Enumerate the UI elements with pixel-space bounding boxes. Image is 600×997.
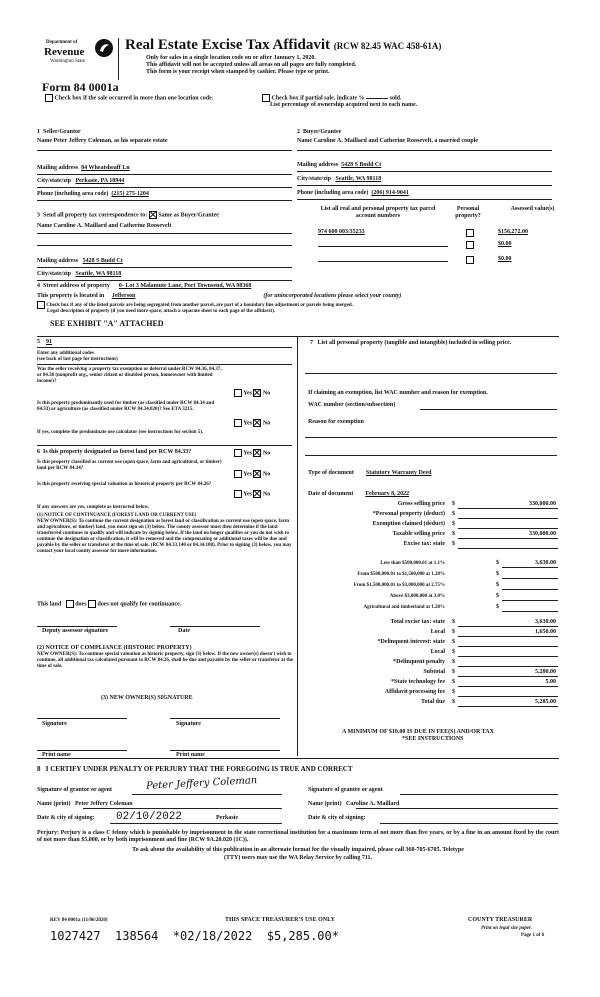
sec6-q1-yes-checkbox[interactable]	[234, 449, 242, 457]
does-not-label: does not qualify for continuance.	[97, 601, 182, 608]
sec5-code[interactable]: 91	[46, 339, 52, 345]
located-label: This property is located in	[37, 293, 105, 299]
totals-dollar: $	[452, 699, 455, 705]
taxcorr-name-label: Name	[37, 223, 52, 229]
taxcorr-city[interactable]: Seattle, WA 98118	[75, 271, 122, 277]
taxcorr-mail-label: Mailing address	[37, 258, 79, 264]
seller-phone-row	[37, 191, 149, 198]
owner-print-label-2: Print name	[176, 752, 205, 758]
sec5-q1-no: No	[262, 390, 271, 397]
see-instructions: *SEE INSTRUCTIONS	[402, 736, 464, 742]
segregated-label: Check box if any of the listed parcels are being segregated from another parcel, are part of a boundary line adjustment or parcels being merged.	[46, 303, 353, 309]
totals-dollar: $	[452, 669, 455, 675]
multi-location-label: Check box if the sale occurred in more than one location code.	[54, 95, 214, 102]
rows-dollar: $	[452, 531, 455, 537]
totals-label: Local	[430, 629, 445, 635]
owner-sig-label-1: Signature	[42, 721, 67, 727]
doc-type[interactable]: Statutory Warranty Deed	[365, 470, 432, 476]
sec5-q2-no-checkbox[interactable]	[253, 419, 261, 427]
seller-mail-row	[37, 165, 130, 172]
totals-label: *State technology fee	[391, 679, 445, 685]
rows-amount[interactable]: 330,000.00	[529, 501, 556, 507]
sec5-q2-yes: Yes	[243, 420, 252, 427]
sec6-q2-yes-checkbox[interactable]	[234, 470, 242, 478]
rows-dollar: $	[452, 501, 455, 507]
totals-dollar: $	[452, 659, 455, 665]
segregated-checkbox[interactable]	[37, 301, 45, 309]
totals-amount[interactable]: 5,285.00	[535, 699, 556, 705]
sec6-q2: Is this property classified as current use (open space, farm and agricultural, or timber) land per RCW 84.34?	[37, 460, 222, 471]
same-as-buyer-checkbox[interactable]	[149, 211, 157, 219]
sec5-q2: Is this property predominantly used for timber (as classified under RCW 84.34 and 84.33) or agriculture (as classified under RCW 84.34.020)? See ETA 3215.	[37, 401, 215, 412]
sec6-q3-yes: Yes	[243, 491, 252, 498]
sec6-q2-no-checkbox[interactable]	[253, 470, 261, 478]
street-address[interactable]: 0- Lot 3 Malamute Lane, Port Townsend, WA 98368	[118, 283, 252, 289]
seller-name[interactable]: Peter Jeffery Coleman, as his separate estate	[53, 138, 168, 144]
dept-line3: Washington State	[50, 59, 86, 64]
sec5-q2b: If yes, complete the predominate use calculator (see instructions for section 5).	[37, 430, 204, 435]
sec6-q2-answer	[234, 470, 270, 478]
sec6-q1-no: No	[262, 450, 271, 457]
owner-print-label-1: Print name	[42, 752, 71, 758]
rows-label: Taxable selling price	[392, 531, 445, 537]
taxcorr-num: 3	[37, 212, 40, 219]
doc-date[interactable]: February 8, 2022	[365, 491, 410, 497]
parcel-row-0-personal-checkbox[interactable]	[466, 229, 474, 237]
located-row	[37, 293, 401, 300]
this-land-label: This land	[37, 601, 62, 608]
grantee-name-label: Name (print)	[308, 801, 342, 807]
rows-dollar: $	[452, 541, 455, 547]
seller-phone-label: Phone (including area code)	[37, 191, 109, 197]
totals-dollar: $	[452, 639, 455, 645]
rev-number: REV 84 0001a (11/06/2020)	[50, 918, 108, 923]
seller-name-label: Name	[37, 138, 52, 144]
parcel-row-2-personal-checkbox[interactable]	[466, 256, 474, 264]
form-title-rcw: (RCW 82.45 WAC 458-61A)	[333, 41, 442, 51]
sec5-q1-yes: Yes	[243, 390, 252, 397]
perjury-note: Perjury: Perjury is a class C felony which is punishable by imprisonment in the state correctional institution for a maximum term of not more than five years, or by a fine in an amount fixed by the court of not more than $5,000, or by both imprisonment and fine (RCW 9A.20.020 (1C)).	[37, 830, 559, 843]
parcel-row-1-value[interactable]: $0.00	[498, 241, 512, 247]
totals-dollar: $	[452, 619, 455, 625]
form-title-text: Real Estate Excise Tax Affidavit	[125, 37, 330, 53]
header-instr3: This form is your receipt when stamped by cashier. Please type or print.	[146, 69, 330, 75]
grantor-date-row	[37, 815, 95, 822]
buyer-mail-row	[297, 162, 381, 169]
street-label: Street address of property	[43, 283, 110, 289]
located-county[interactable]: Jefferson	[111, 293, 136, 299]
partial-sale-label: Check box if partial sale, indicate %	[271, 95, 365, 102]
parcel-row-2-value[interactable]: $0.00	[498, 256, 512, 262]
does-label: does	[75, 601, 87, 608]
sec5-row	[37, 339, 52, 346]
form-title	[125, 37, 441, 54]
rows-label: *Personal property (deduct)	[372, 511, 445, 517]
grantor-city[interactable]: Perkasie	[216, 815, 238, 821]
rows-dollar: $	[452, 521, 455, 527]
totals-dollar: $	[452, 629, 455, 635]
sec6-q3: Is this property receiving special valuation as historical property per RCW 84.26?	[37, 482, 212, 487]
parcel-row-0-value[interactable]: $156,272.00	[498, 229, 528, 235]
brackets-dollar: $	[496, 593, 499, 599]
grantee-name[interactable]: Caroline A. Maillard	[346, 801, 400, 807]
same-as-buyer-label: Same as Buyer/Grantee	[158, 212, 219, 219]
doc-type-row	[308, 470, 431, 477]
seller-num: 1	[37, 129, 40, 135]
dor-emblem-icon	[94, 38, 114, 58]
buyer-mail[interactable]: 5428 S Budd Ct	[341, 162, 382, 168]
taxcorr-name[interactable]: Caroline A. Maillard and Catherine Roosevelt	[53, 223, 172, 229]
exempt-label: If claiming an exemption, list WAC number and reason for exemption.	[308, 390, 488, 396]
partial-sale-checkbox[interactable]	[262, 94, 270, 102]
sec6-n1-title: (1) NOTICE OF CONTINUANCE (FOREST LAND OR CURRENT USE)	[37, 513, 197, 518]
parcel-row-0-acct[interactable]: 974 600 003/35233	[318, 229, 365, 235]
sec6-q2-yes: Yes	[243, 471, 252, 478]
rows-label: Gross selling price	[397, 501, 445, 507]
buyer-city-row	[297, 176, 381, 183]
buyer-city[interactable]: Seattle, WA 98118	[335, 176, 382, 182]
multi-location-row	[45, 94, 213, 102]
minimum-note: A MINIMUM OF $10.00 IS DUE IN FEE(S) AND/OR TAX	[342, 729, 494, 735]
grantee-sig-label: Signature of grantee or agent	[308, 787, 383, 793]
sec6-n2-title: (2) NOTICE OF COMPLIANCE (HISTORIC PROPERTY)	[37, 645, 192, 651]
sec6-q1-answer	[234, 449, 270, 457]
taxcorr-name-row	[37, 223, 171, 230]
deputy-date-label: Date	[178, 628, 190, 634]
partial-sale-sold: sold.	[389, 95, 402, 102]
street-row	[37, 283, 251, 290]
accessibility-line2: (TTY) users may use the WA Relay Service by calling 711.	[223, 855, 373, 861]
sec5-num: 5	[37, 339, 40, 345]
seller-phone[interactable]: (215) 275-1204	[111, 191, 149, 197]
see-exhibit: SEE EXHIBIT "A" ATTACHED	[50, 319, 164, 328]
buyer-heading	[297, 129, 341, 136]
continuance-row	[37, 600, 181, 608]
grantor-signature[interactable]: Peter Jeffery Coleman	[145, 775, 258, 792]
totals-dollar: $	[452, 679, 455, 685]
dept-line1: Department of	[46, 40, 78, 45]
seller-heading-text: Seller/Grantor	[43, 129, 81, 135]
taxcorr-mail[interactable]: 5428 S Budd Ct	[82, 258, 123, 264]
totals-amount[interactable]: 5,280.00	[535, 669, 556, 675]
seller-city-row	[37, 178, 124, 185]
wac-label: WAC number (section/subsection)	[308, 402, 396, 408]
rows-dollar: $	[452, 511, 455, 517]
accessibility-line1: To ask about the availability of this publication in an alternate format for the visually impaired, please call 360-705-6705. Teletype	[132, 847, 464, 853]
sec6-ifany: If any answers are yes, complete as instructed below.	[37, 505, 150, 510]
legal-desc-label: Legal description of property (if you need more space, attach a separate sheet to each page of the affidavit).	[47, 309, 276, 314]
totals-label: *Delinquent interest: state	[377, 639, 445, 645]
header-instr1: Only for sales in a single location code on or after January 1, 2020.	[146, 55, 316, 61]
sec6-q1	[37, 449, 191, 456]
sec7-label	[310, 340, 555, 347]
sec5-q1-yes-checkbox[interactable]	[234, 389, 242, 397]
sec5-q1-answer	[234, 389, 270, 397]
totals-amount[interactable]: 1,650.00	[535, 629, 556, 635]
brackets-label: Less than $500,000.01 at 1.1%	[380, 561, 445, 566]
sec6-q1-no-checkbox[interactable]	[253, 449, 261, 457]
brackets-dollar: $	[496, 582, 499, 588]
does-not-qualify-checkbox[interactable]	[88, 600, 96, 608]
county-treasurer: COUNTY TREASURER	[468, 917, 533, 923]
rows-label: Exemption claimed (deduct)	[372, 521, 445, 527]
list-percentage-note: List percentage of ownership acquired next to each name.	[270, 102, 418, 108]
totals-label: Total excise tax: state	[390, 619, 445, 625]
cashier-stamp: 1027427 138564 *02/18/2022 $5,285.00*	[50, 929, 339, 943]
brackets-label: Above $3,000,000 at 3.0%	[389, 594, 445, 599]
brackets-amount[interactable]: 3,630.00	[535, 560, 556, 566]
sec7-text: List all personal property (tangible and intangible) included in selling price.	[317, 340, 512, 346]
legal-size-note: Print on legal size paper.	[481, 926, 532, 931]
doc-date-row	[308, 491, 409, 498]
totals-label: Local	[430, 649, 445, 655]
does-qualify-checkbox[interactable]	[66, 600, 74, 608]
grantor-name-label: Name (print)	[37, 801, 71, 807]
sec5-q2-yes-checkbox[interactable]	[234, 419, 242, 427]
multi-location-checkbox[interactable]	[45, 94, 53, 102]
totals-label: Subtotal	[423, 669, 445, 675]
grantor-name-row	[37, 801, 133, 808]
dept-line2: Revenue	[44, 46, 85, 58]
new-owner-sig-heading: (3) NEW OWNER(S) SIGNATURE	[101, 695, 193, 701]
totals-amount[interactable]: 5.00	[545, 679, 556, 685]
parcel-row-1-personal-checkbox[interactable]	[466, 241, 474, 249]
doc-type-label: Type of document	[308, 470, 354, 476]
segregated-row	[37, 301, 353, 309]
page-number: Page 1 of 6	[521, 933, 545, 938]
form-number: Form 84 0001a	[42, 80, 119, 94]
rows-label: Excise tax: state	[403, 541, 445, 547]
seller-city[interactable]: Perkasie, PA 18944	[75, 178, 125, 184]
grantor-date[interactable]: 02/10/2022	[116, 811, 183, 823]
sec5-q1-no-checkbox[interactable]	[253, 389, 261, 397]
treasurer-use: THIS SPACE TREASURER'S USE ONLY	[225, 917, 335, 923]
sec7-num: 7	[310, 340, 313, 346]
certify-row	[37, 765, 353, 773]
property-num: 4	[37, 283, 40, 289]
buyer-mail-label: Mailing address	[297, 162, 339, 168]
brackets-label: Agricultural and timberland at 1.28%	[363, 605, 445, 610]
brackets-label: From $1,500,000.01 to $3,000,000 at 2.75%	[353, 583, 445, 588]
taxcorr-city-row	[37, 271, 121, 278]
unincorp-note: (for unincorporated locations please select your county)	[263, 293, 402, 299]
sec6-q3-answer	[234, 490, 270, 498]
buyer-phone[interactable]: (206) 914-9041	[371, 190, 409, 196]
totals-dollar: $	[452, 689, 455, 695]
taxcorr-city-label: City/state/zip	[37, 271, 71, 277]
buyer-name-label: Name	[297, 138, 312, 144]
buyer-city-label: City/state/zip	[297, 176, 331, 182]
totals-amount[interactable]: 3,630.00	[535, 619, 556, 625]
header-instr2: This affidavit will not be accepted unless all areas on all pages are fully completed.	[146, 62, 357, 68]
seller-name-row	[37, 138, 168, 145]
sec6-num: 6	[37, 449, 40, 455]
seller-heading	[37, 129, 81, 136]
grantor-name[interactable]: Peter Jeffery Coleman	[75, 801, 133, 807]
buyer-phone-label: Phone (including area code)	[297, 190, 369, 196]
grantee-name-row	[308, 801, 399, 808]
sec6-q1-yes: Yes	[243, 450, 252, 457]
brackets-label: From $500,000.01 to $1,500,000 at 1.28%	[357, 572, 445, 577]
grantee-date-label: Date & city of signing:	[308, 815, 366, 821]
buyer-phone-row	[297, 190, 409, 197]
buyer-heading-text: Buyer/Grantee	[303, 129, 342, 135]
rows-amount[interactable]: 330,000.00	[529, 531, 556, 537]
parcel-col-accounts: List all real and personal property tax parcel account numbers	[320, 206, 436, 219]
totals-label: Total due	[421, 699, 445, 705]
sec5-codes-note: (see back of last page for instructions)	[37, 357, 118, 362]
buyer-name-row	[297, 138, 478, 145]
owner-sig-label-2: Signature	[176, 721, 201, 727]
brackets-dollar: $	[496, 571, 499, 577]
sec6-q3-no: No	[262, 491, 271, 498]
totals-label: *Delinquent penalty	[393, 659, 445, 665]
taxcorr-label: Send all property tax correspondence to:	[43, 212, 148, 219]
totals-dollar: $	[452, 649, 455, 655]
certify-text: I CERTIFY UNDER PENALTY OF PERJURY THAT THE FOREGOING IS TRUE AND CORRECT	[45, 765, 353, 773]
totals-label: Affidavit processing fee	[384, 689, 445, 695]
seller-mail[interactable]: 84 Wheatsheaff Ln	[81, 165, 130, 171]
sec6-n1-body: NEW OWNER(S): To continue the current designation as forest land or classification as current use (open space, farm and agriculture, or timber) land, you must sign on (3) below. The county assessor must then determine if the land transferred continues to qualify and will indicate by signing below. If the land no longer qualifies or you do not wish to continue the designation or classification, it will be removed and the compensating or additional taxes will be due and payable by the seller or transferor at the time of sale. (RCW 84.33.140 or 84.34.108). Prior to signing (3) below, you may contact your local county assessor for more information.	[37, 519, 292, 554]
buyer-num: 2	[297, 129, 300, 135]
sec5-q2-no: No	[262, 420, 271, 427]
dor-logo	[40, 38, 118, 70]
sec5-q1: Was the seller receiving a property tax exemption or deferral under RCW 84.36, 84.37, or 84.38 (nonprofit org., senior citizen or disabled person, homeowner with limited income)?	[37, 367, 222, 384]
sec5-codes-label: Enter any additional codes	[37, 351, 94, 356]
sec6-q3-yes-checkbox[interactable]	[234, 490, 242, 498]
taxcorr-mail-row	[37, 258, 123, 265]
seller-city-label: City/state/zip	[37, 178, 71, 184]
doc-date-label: Date of document	[308, 491, 354, 497]
deputy-sig-label: Deputy assessor signature	[42, 628, 109, 634]
sec6-q2-no: No	[262, 471, 271, 478]
sec6-q3-no-checkbox[interactable]	[253, 490, 261, 498]
brackets-dollar: $	[496, 560, 499, 566]
sec6-n2-body: NEW OWNER(S): To continue special valuation as historic property, sign (3) below. If the new owner(s) doesn't wish to continue, all additional tax calculated pursuant to RCW 84.26, shall be due and payable by the seller or transferor at the time of sale.	[37, 652, 294, 669]
parcel-col-personal: Personal property?	[455, 206, 481, 219]
buyer-name[interactable]: Caroline A. Maillard and Catherine Roosevelt, a married couple	[313, 138, 479, 144]
parcel-col-assessed: Assessed value(s)	[510, 206, 555, 212]
grantor-date-label: Date & city of signing:	[37, 815, 95, 821]
sec5-q2-answer	[234, 419, 270, 427]
taxcorr-row	[37, 211, 219, 219]
sec6-q1-text: Is this property designated as forest land per RCW 84.33?	[43, 449, 192, 455]
grantor-sig-label: Signature of grantor or agent	[37, 787, 112, 793]
brackets-dollar: $	[496, 604, 499, 610]
seller-mail-label: Mailing address	[37, 165, 79, 171]
reason-label: Reason for exemption	[308, 419, 364, 425]
sec8-num: 8	[37, 765, 41, 773]
